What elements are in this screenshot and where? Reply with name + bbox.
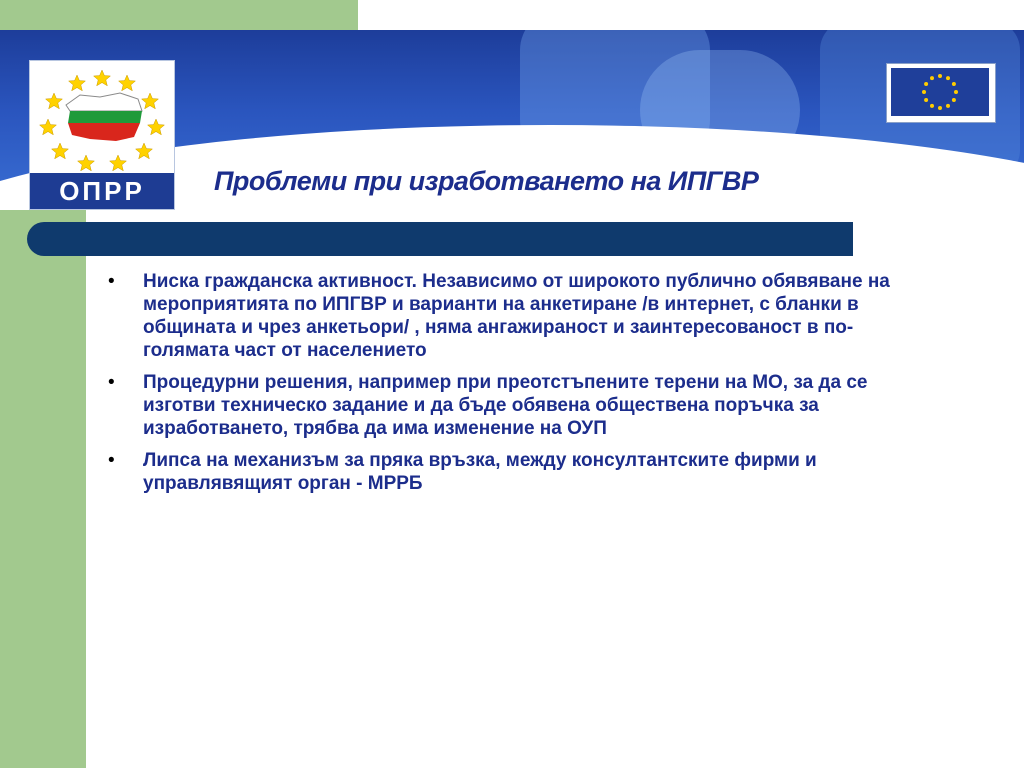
logo-text: ОПРР <box>30 173 174 209</box>
eu-star-icon <box>922 90 926 94</box>
eu-flag-field <box>891 68 989 116</box>
eu-star-icon <box>938 106 942 110</box>
list-item <box>108 371 938 440</box>
bulgaria-stars-logo-icon <box>30 61 174 173</box>
list-item <box>108 270 938 362</box>
bullet-icon: • <box>108 271 115 292</box>
eu-star-icon <box>952 98 956 102</box>
bullet-list <box>108 270 938 504</box>
eu-flag-icon <box>891 68 989 116</box>
bullet-icon: • <box>108 372 115 393</box>
opp-logo <box>29 60 175 210</box>
list-item-text: Процедурни решения, например при преотстъпените терени на МО, за да се изготви техническо задание и да бъде обявена обществена поръчка за изработването, трябва да има изменение на ОУП <box>143 372 868 439</box>
eu-star-icon <box>938 74 942 78</box>
eu-star-icon <box>946 76 950 80</box>
eu-flag <box>886 63 996 123</box>
eu-star-icon <box>930 76 934 80</box>
eu-star-icon <box>954 90 958 94</box>
slide-title: Проблеми при изработването на ИПГВР <box>214 166 759 196</box>
list-item <box>108 449 938 495</box>
title-underline-bar <box>27 222 853 256</box>
eu-star-icon <box>924 82 928 86</box>
list-item-text: Липса на механизъм за пряка връзка, между консултантските фирми и управлявящият орган - МРРБ <box>143 450 817 494</box>
list-item-text: Ниска гражданска активност. Независимо от широкото публично обявяване на мероприятията по ИПГВР и варианти на анкетиране /в интернет, с бланки в общината и чрез анкетьори/ , няма ангажираност и заинтересованост в по-голямата част от населението <box>143 271 890 361</box>
eu-star-icon <box>952 82 956 86</box>
eu-star-icon <box>930 104 934 108</box>
eu-star-icon <box>924 98 928 102</box>
eu-star-icon <box>946 104 950 108</box>
bullet-icon: • <box>108 450 115 471</box>
